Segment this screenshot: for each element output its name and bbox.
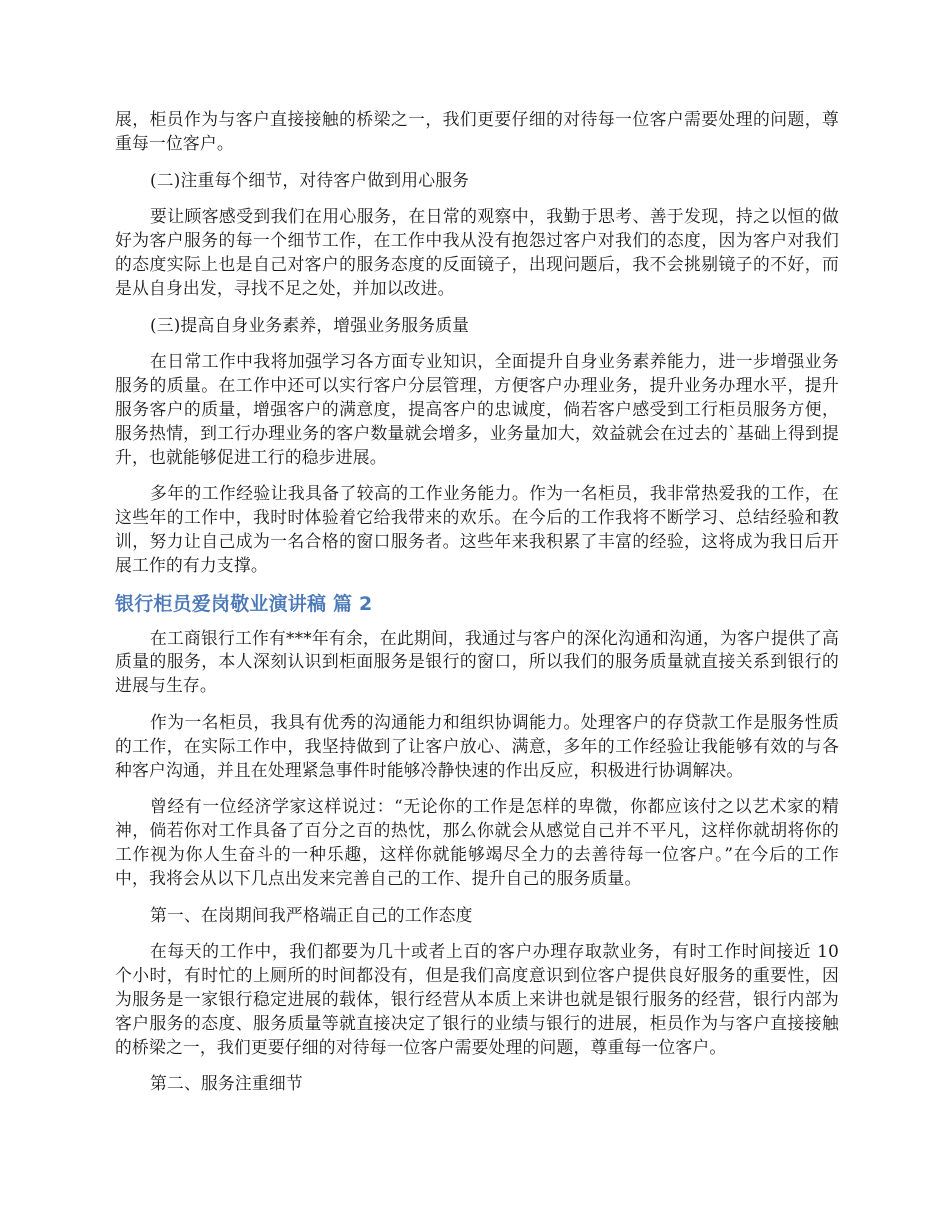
paragraph: 在工商银行工作有***年有余，在此期间，我通过与客户的深化沟通和沟通，为客户提供了高质量的服务，本人深刻认识到柜面服务是银行的窗口，所以我们的服务质量就直接关系到银行的进展与生存。 <box>115 627 839 696</box>
paragraph-continued: 展，柜员作为与客户直接接触的桥梁之一，我们更要仔细的对待每一位客户需要处理的问题，尊重每一位客户。 <box>115 109 839 153</box>
paragraph: 作为一名柜员，我具有优秀的沟通能力和组织协调能力。处理客户的存贷款工作是服务性质的工作，在实际工作中，我坚持做到了让客户放心、满意，多年的工作经验让我能够有效的与各种客户沟通，并且在处理紧急事件时能够冷静快速的作出反应，积极进行协调解决。 <box>115 711 839 780</box>
subheading-second: 第二、服务注重细节 <box>150 1073 303 1094</box>
subheading-first: 第一、在岗期间我严格端正自己的工作态度 <box>150 904 473 925</box>
subheading-two: (二)注重每个细节，对待客户做到用心服务 <box>150 169 470 190</box>
paragraph: 在每天的工作中，我们都要为几十或者上百的客户办理存取款业务，有时工作时间接近 10 个小时，有时忙的上厕所的时间都没有，但是我们高度意识到位客户提供良好服务的重要性，因为服务是一家银行稳定进展的载体，银行经营从本质上来讲也就是银行服务的经营，银行内部为客户服务的态度、服务质量等就直接决定了银行的业绩与银行的进展，柜员作为与客户直接接触的桥梁之一，我们更要仔细的对待每一位客户需要处理的问题，尊重每一位客户。 <box>115 941 839 1057</box>
section-title: 银行柜员爱岗敬业演讲稿 篇 2 <box>115 592 373 615</box>
paragraph: 曾经有一位经济学家这样说过：“无论你的工作是怎样的卑微，你都应该付之以艺术家的精神，倘若你对工作具备了百分之百的热忱，那么你就会从感觉自己并不平凡，这样你就胡将你的工作视为你人生奋斗的一种乐趣，这样你就能够竭尽全力的去善待每一位客户。”在今后的工作中，我将会从以下几点出发来完善自己的工作、提升自己的服务质量。 <box>115 796 839 888</box>
subheading-three: (三)提高自身业务素养，增强业务服务质量 <box>150 314 470 335</box>
paragraph: 在日常工作中我将加强学习各方面专业知识，全面提升自身业务素养能力，进一步增强业务服务的质量。在工作中还可以实行客户分层管理，方便客户办理业务，提升业务办理水平，提升服务客户的质量，增强客户的满意度，提高客户的忠诚度，倘若客户感受到工行柜员服务方便，服务热情，到工行办理业务的客户数量就会增多，业务量加大，效益就会在过去的`基础上得到提升，也就能够促进工行的稳步进展。 <box>115 351 839 467</box>
document-page <box>115 108 839 1109</box>
paragraph: 多年的工作经验让我具备了较高的工作业务能力。作为一名柜员，我非常热爱我的工作，在这些年的工作中，我时时体验着它给我带来的欢乐。在今后的工作我将不断学习、总结经验和教训，努力让自己成为一名合格的窗口服务者。这些年来我积累了丰富的经验，这将成为我日后开展工作的有力支撑。 <box>115 483 839 575</box>
paragraph: 要让顾客感受到我们在用心服务，在日常的观察中，我勤于思考、善于发现，持之以恒的做好为客户服务的每一个细节工作，在工作中我从没有抱怨过客户对我们的态度，因为客户对我们的态度实际上也是自己对客户的服务态度的反面镜子，出现问题后，我不会挑剔镜子的不好，而是从自身出发，寻找不足之处，并加以改进。 <box>115 206 839 298</box>
